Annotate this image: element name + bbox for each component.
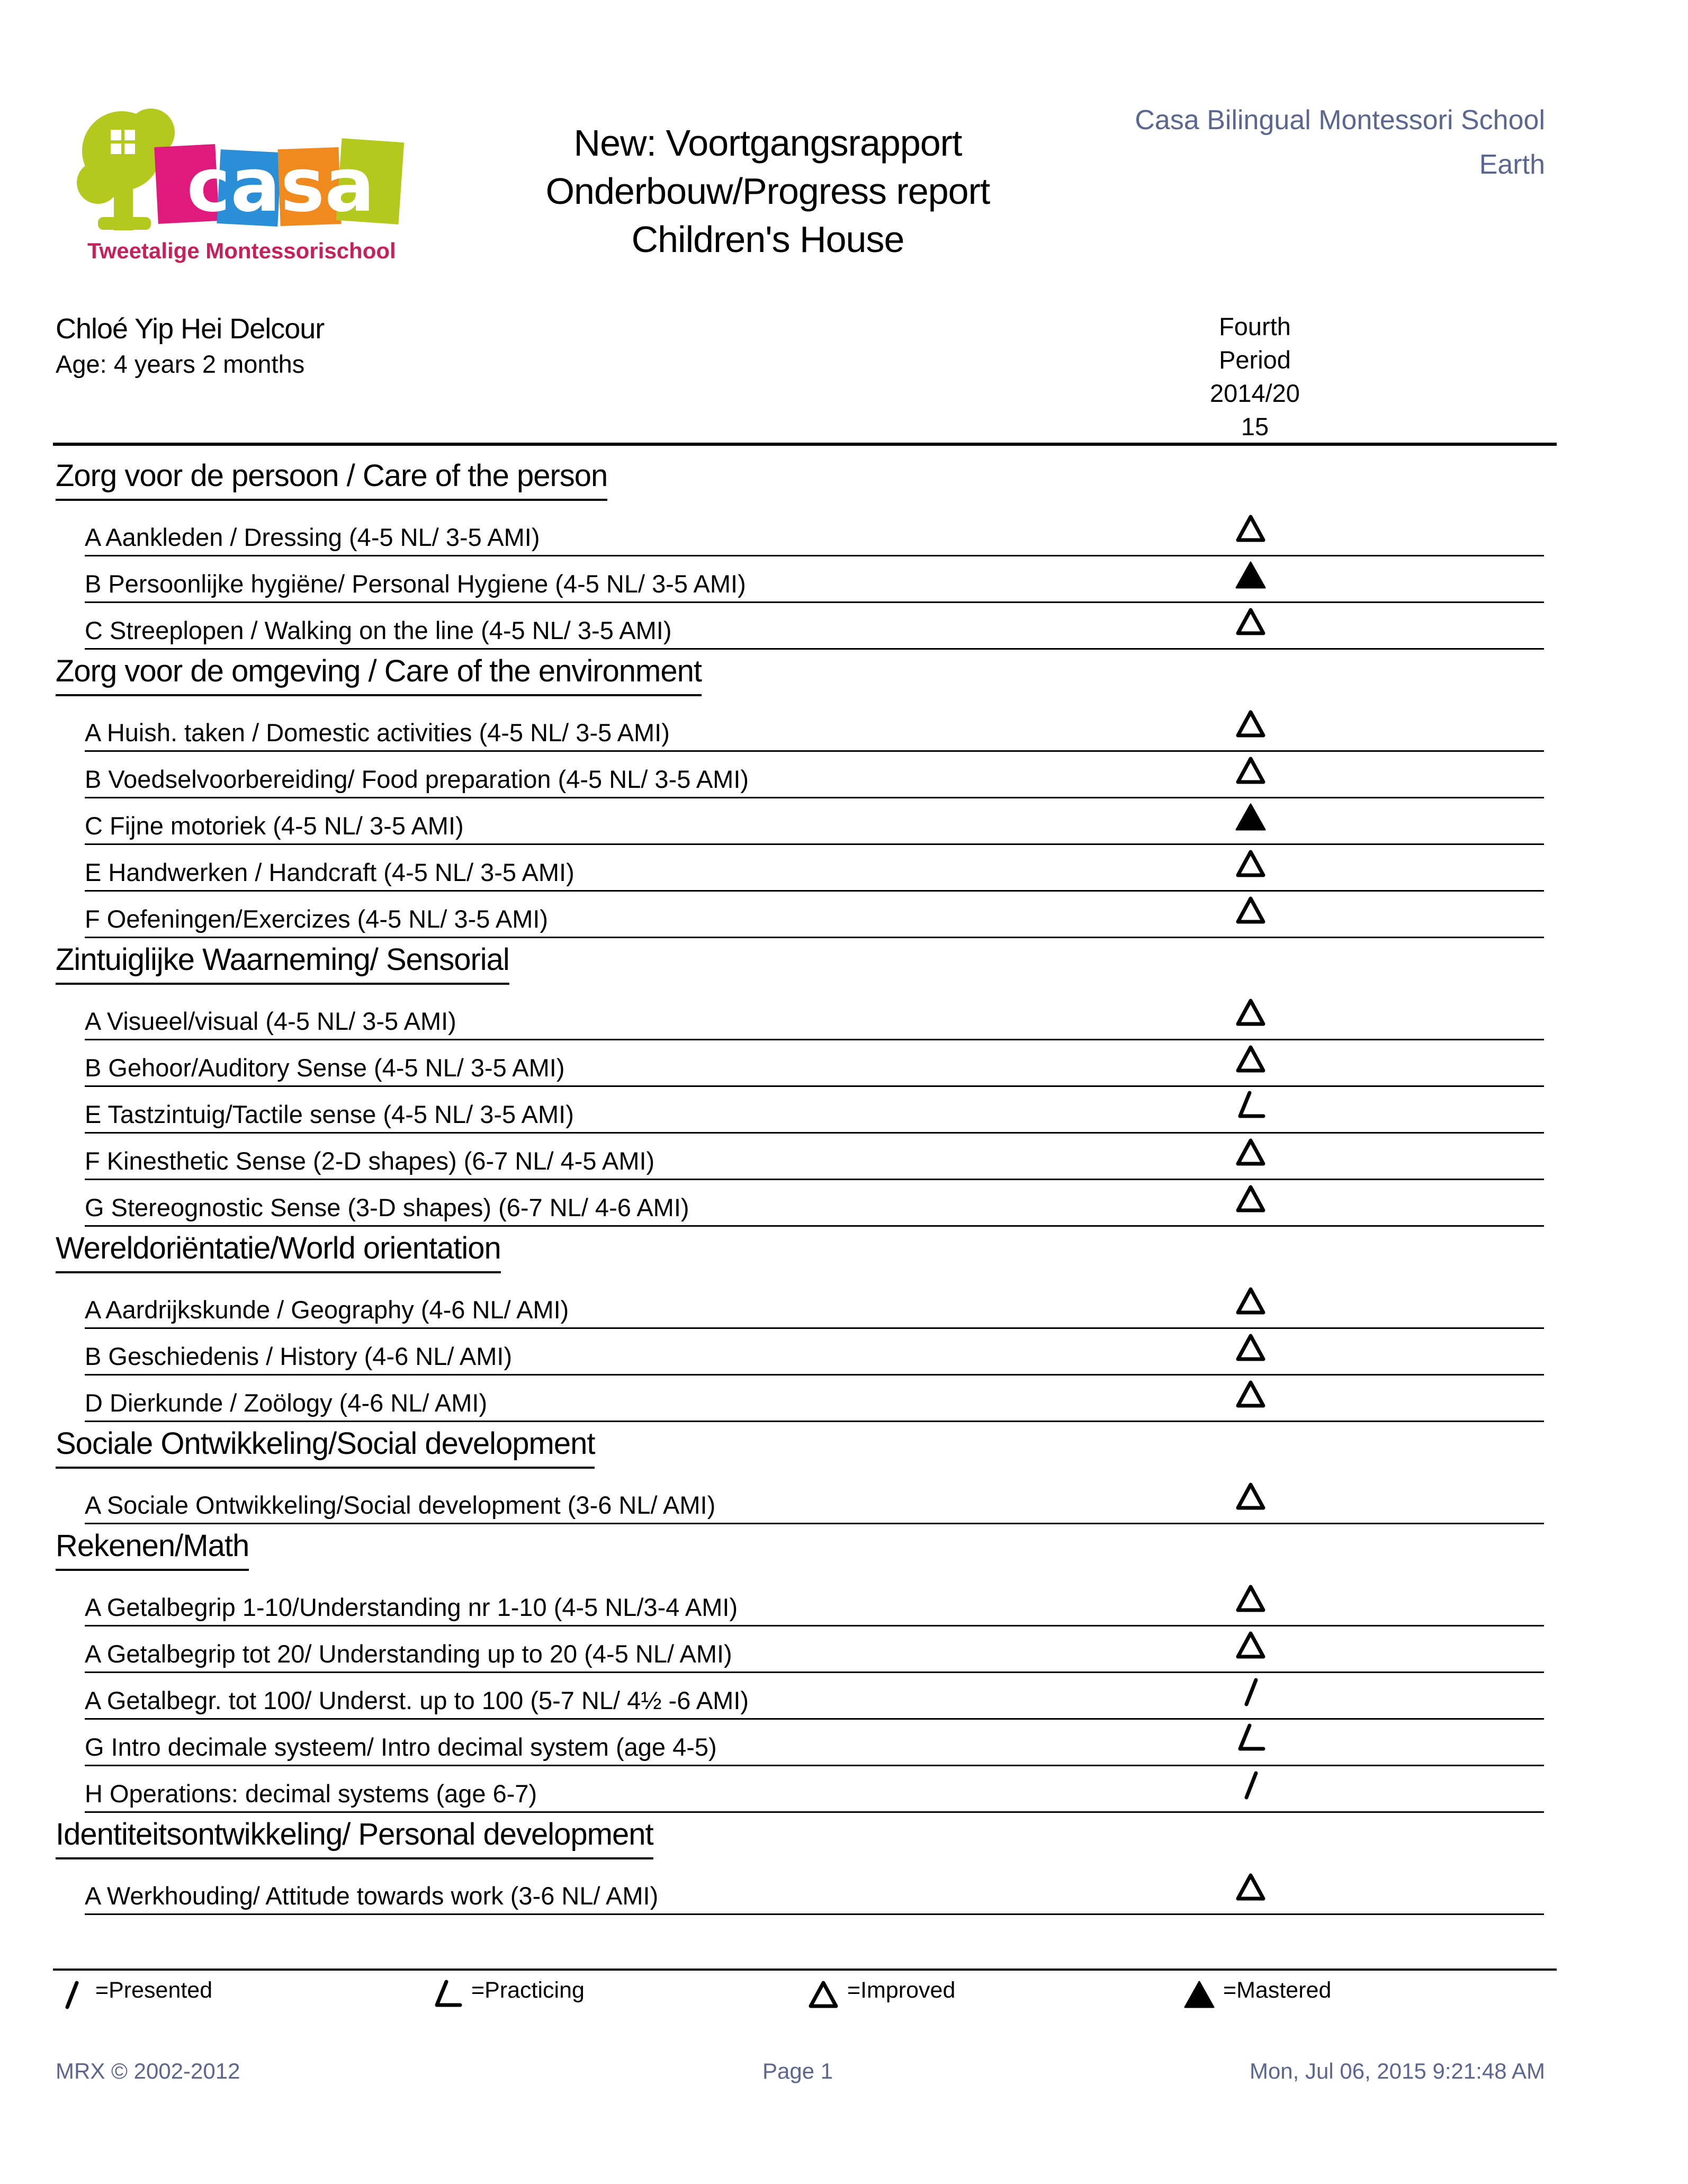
footer-copyright: MRX © 2002-2012 [56, 2059, 240, 2083]
assessment-row [85, 1374, 1544, 1422]
assessment-row [85, 1765, 1544, 1813]
improved-icon [1234, 894, 1268, 926]
improved-icon [1234, 1583, 1268, 1614]
improved-icon [1234, 1183, 1268, 1215]
assessment-label: B Voedselvoorbereiding/ Food preparation (4-5 NL/ 3-5 AMI) [85, 765, 749, 793]
presented-icon [1234, 1676, 1268, 1707]
assessment-row [85, 750, 1544, 798]
assessment-row [85, 1476, 1544, 1524]
period-line: 2014/20 [1210, 379, 1300, 407]
assessment-row [85, 704, 1544, 752]
improved-icon [1234, 1332, 1268, 1363]
footer-timestamp: Mon, Jul 06, 2015 9:21:48 AM [1249, 2059, 1545, 2083]
improved-icon [1234, 1871, 1268, 1903]
assessment-row [85, 1625, 1544, 1673]
improved-icon [1234, 848, 1268, 879]
assessment-row [85, 1039, 1544, 1087]
mastered-icon [1234, 559, 1268, 591]
section-title: Identiteitsontwikkeling/ Personal development [56, 1817, 653, 1859]
legend-label: =Practicing [471, 1978, 585, 2003]
legend-divider [53, 1969, 1557, 1971]
improved-icon [1234, 754, 1268, 786]
school-logo [77, 109, 408, 273]
legend-label: =Improved [847, 1978, 956, 2003]
legend-label: =Mastered [1223, 1978, 1332, 2003]
assessment-label: C Fijne motoriek (4-5 NL/ 3-5 AMI) [85, 812, 464, 840]
assessment-label: G Stereognostic Sense (3-D shapes) (6-7 NL/ 4-6 AMI) [85, 1193, 689, 1221]
assessment-label: A Getalbegr. tot 100/ Underst. up to 100 (5-7 NL/ 4½ -6 AMI) [85, 1686, 749, 1714]
assessment-row [85, 1671, 1544, 1720]
logo-letters: casa [186, 142, 375, 229]
assessment-label: A Werkhouding/ Attitude towards work (3-6 NL/ AMI) [85, 1882, 659, 1910]
assessment-row [85, 1281, 1544, 1329]
section-title: Zintuiglijke Waarneming/ Sensorial [56, 942, 509, 985]
practicing-icon [1234, 1722, 1268, 1754]
assessment-label: G Intro decimale systeem/ Intro decimal system (age 4-5) [85, 1733, 717, 1761]
period-line: 15 [1241, 412, 1269, 441]
assessment-row [85, 1327, 1544, 1376]
assessment-row [85, 1578, 1544, 1626]
section-title: Sociale Ontwikkeling/Social development [56, 1426, 595, 1469]
assessment-row [85, 1179, 1544, 1227]
assessment-row [85, 1085, 1544, 1134]
period-line: Fourth [1219, 312, 1291, 340]
improved-icon [1234, 1136, 1268, 1168]
assessment-row [85, 843, 1544, 892]
assessment-label: A Huish. taken / Domestic activities (4-5 NL/ 3-5 AMI) [85, 718, 670, 747]
assessment-label: F Kinesthetic Sense (2-D shapes) (6-7 NL/ 4-5 AMI) [85, 1147, 655, 1175]
assessment-row [85, 890, 1544, 938]
section-title: Rekenen/Math [56, 1528, 249, 1571]
assessment-label: B Geschiedenis / History (4-6 NL/ AMI) [85, 1342, 513, 1370]
report-title-line: Onderbouw/Progress report [545, 170, 990, 212]
assessment-label: E Tastzintuig/Tactile sense (4-5 NL/ 3-5 AMI) [85, 1100, 574, 1128]
report-title [477, 119, 1059, 264]
presented-icon [1234, 1769, 1268, 1801]
period-info [1189, 310, 1321, 443]
assessment-label: F Oefeningen/Exercizes (4-5 NL/ 3-5 AMI) [85, 905, 549, 933]
assessment-label: B Gehoor/Auditory Sense (4-5 NL/ 3-5 AMI) [85, 1054, 565, 1082]
assessment-row [85, 555, 1544, 603]
assessment-label: A Getalbegrip 1-10/Understanding nr 1-10 (4-5 NL/3-4 AMI) [85, 1593, 738, 1621]
school-name: Casa Bilingual Montessori School [1135, 105, 1545, 136]
improved-icon [1234, 606, 1268, 637]
class-name: Earth [1479, 149, 1545, 180]
student-name: Chloé Yip Hei Delcour [56, 313, 325, 345]
assessment-label: E Handwerken / Handcraft (4-5 NL/ 3-5 AMI) [85, 858, 574, 886]
assessment-row [85, 1718, 1544, 1766]
legend-label: =Presented [95, 1978, 213, 2003]
assessment-label: A Aankleden / Dressing (4-5 NL/ 3-5 AMI) [85, 523, 540, 551]
assessment-label: B Persoonlijke hygiëne/ Personal Hygiene (4-5 NL/ 3-5 AMI) [85, 570, 746, 598]
mastered-icon [1183, 1979, 1215, 2010]
improved-icon [1234, 708, 1268, 740]
assessment-label: C Streeplopen / Walking on the line (4-5 NL/ 3-5 AMI) [85, 616, 672, 644]
school-info [1135, 98, 1545, 187]
assessment-row [85, 797, 1544, 845]
improved-icon [1234, 1285, 1268, 1317]
practicing-icon [1234, 1090, 1268, 1121]
period-line: Period [1219, 346, 1291, 374]
footer-page-number: Page 1 [762, 2059, 833, 2083]
improved-icon [1234, 1629, 1268, 1661]
assessment-label: D Dierkunde / Zoölogy (4-6 NL/ AMI) [85, 1389, 488, 1417]
assessment-row [85, 601, 1544, 650]
improved-icon [1234, 1378, 1268, 1410]
student-age: Age: 4 years 2 months [56, 350, 305, 378]
assessment-row [85, 508, 1544, 556]
report-title-line: Children's House [631, 219, 904, 260]
assessment-row [85, 1867, 1544, 1915]
assessment-row [85, 1132, 1544, 1180]
assessment-row [85, 992, 1544, 1040]
mastered-icon [1234, 801, 1268, 833]
improved-icon [1234, 996, 1268, 1028]
report-title-line: New: Voortgangsrapport [573, 122, 962, 164]
assessment-label: A Sociale Ontwikkeling/Social development (3-6 NL/ AMI) [85, 1491, 716, 1519]
assessment-label: H Operations: decimal systems (age 6-7) [85, 1779, 537, 1808]
improved-icon [1234, 1480, 1268, 1512]
section-title: Zorg voor de persoon / Care of the person [56, 458, 607, 501]
presented-icon [56, 1979, 87, 2010]
improved-icon [807, 1979, 839, 2010]
logo-subtitle: Tweetalige Montessorischool [87, 238, 396, 263]
improved-icon [1234, 513, 1268, 544]
improved-icon [1234, 1043, 1268, 1075]
assessment-label: A Getalbegrip tot 20/ Understanding up to 20 (4-5 NL/ AMI) [85, 1640, 732, 1668]
section-title: Wereldoriëntatie/World orientation [56, 1230, 501, 1273]
section-title: Zorg voor de omgeving / Care of the environment [56, 653, 702, 696]
assessment-label: A Aardrijkskunde / Geography (4-6 NL/ AMI) [85, 1296, 569, 1324]
assessment-label: A Visueel/visual (4-5 NL/ 3-5 AMI) [85, 1007, 456, 1035]
practicing-icon [432, 1979, 463, 2010]
header-divider [53, 443, 1557, 446]
